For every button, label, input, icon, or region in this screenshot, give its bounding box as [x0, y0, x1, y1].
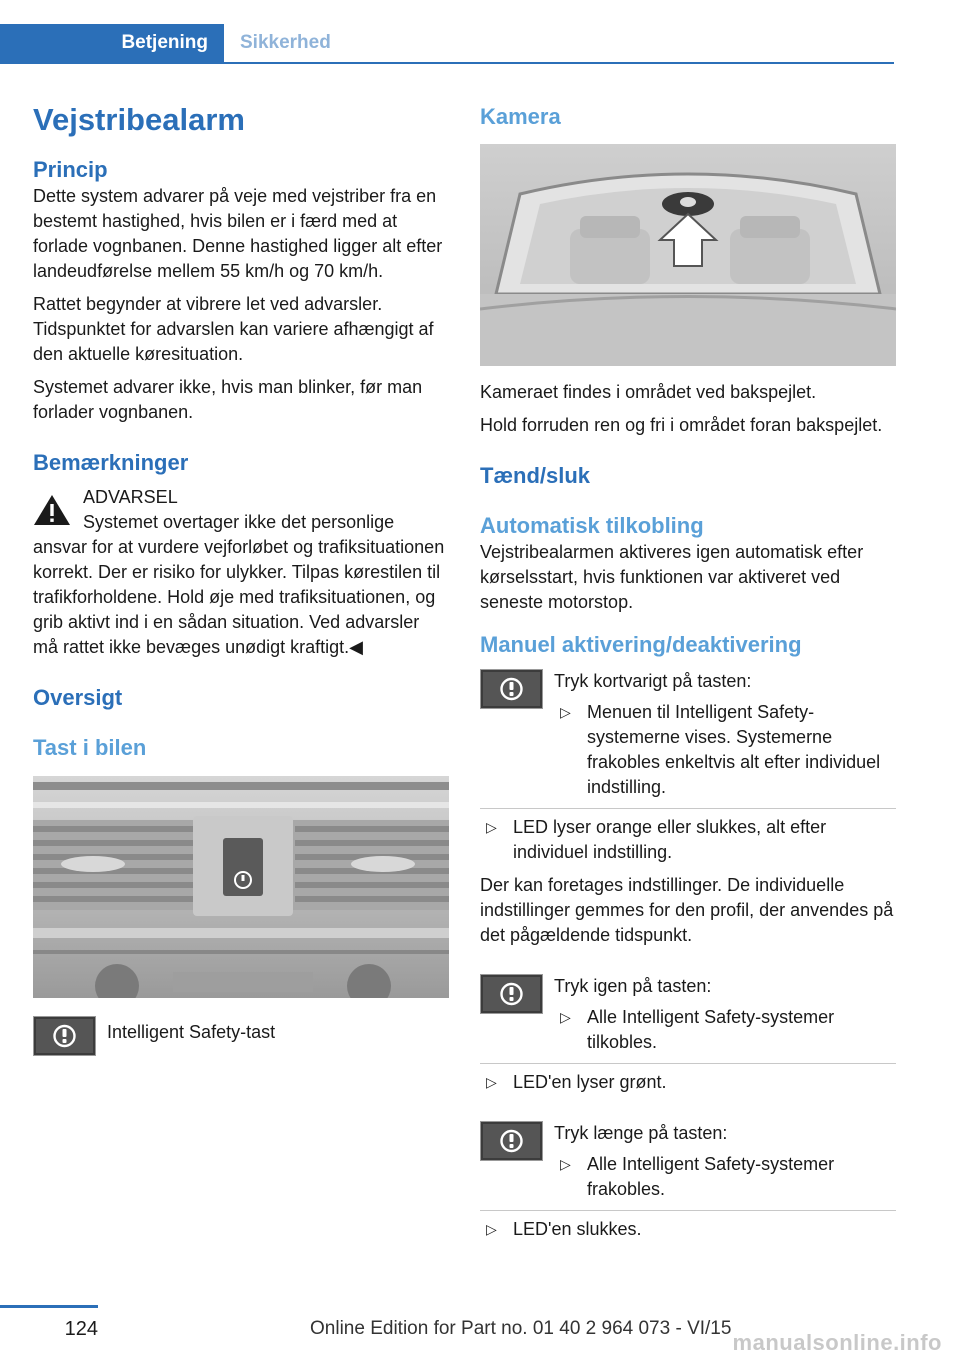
intelligent-safety-key-icon — [33, 1016, 96, 1056]
left-column — [33, 100, 449, 1056]
list-item — [554, 700, 896, 800]
press-long-row — [480, 1121, 896, 1202]
press-again-text: Tryk igen på tasten: — [554, 976, 712, 996]
list-item — [554, 1005, 896, 1055]
press-short-row — [480, 669, 896, 800]
triangle-bullet-icon: ▷ — [486, 1221, 497, 1237]
auto-paragraph: Vejstribealarmen aktiveres igen automatisk efter kørselsstart, hvis funktionen var aktiveret ved seneste motorstop. — [480, 542, 864, 612]
page-number: 124 — [64, 1318, 98, 1340]
list-item — [480, 1217, 896, 1242]
press-long-sub-text: Alle Intelligent Safety-systemer frakobles. — [587, 1154, 835, 1199]
principle-paragraph-1: Dette system advarer på veje med vejstriber fra en bestemt hastighed, hvis bilen er i færd med at forlade vognbanen. Denne hastighed ligger alt efter landeudførelse mellem 55 km/h og 70 km/h. — [33, 186, 443, 281]
settings-paragraph: Der kan foretages indstillinger. De individuelle indstillinger gemmes for den profil, der anvendes på det pågældende tidspunkt. — [480, 875, 894, 945]
camera-paragraph-2: Hold forruden ren og fri i området foran bakspejlet. — [480, 415, 883, 435]
right-column — [480, 100, 896, 1242]
heading-oversigt: Oversigt — [33, 685, 123, 710]
triangle-bullet-icon: ▷ — [486, 819, 497, 835]
list-item — [480, 815, 896, 865]
heading-taend-sluk: Tænd/sluk — [480, 463, 591, 488]
press-again-led-text: LED'en lyser grønt. — [513, 1072, 667, 1092]
triangle-bullet-icon: ▷ — [560, 1156, 571, 1172]
triangle-bullet-icon: ▷ — [486, 1074, 497, 1090]
heading-princip: Princip — [33, 157, 108, 182]
warning-line-1: Systemet overtager ikke det personlige — [83, 512, 395, 532]
press-again-sub-text: Alle Intelligent Safety-systemer tilkobles. — [587, 1007, 835, 1052]
heading-bemaerkninger: Bemærkninger — [33, 450, 189, 475]
header-tabbar — [0, 24, 894, 64]
camera-windshield-photo — [480, 144, 896, 366]
camera-paragraph-1: Kameraet findes i området ved bakspejlet. — [480, 382, 817, 402]
triangle-bullet-icon: ▷ — [560, 704, 571, 720]
intelligent-safety-key-icon — [480, 974, 543, 1014]
press-short-text: Tryk kortvarigt på tasten: — [554, 671, 752, 691]
key-legend-row — [33, 1016, 449, 1056]
list-item — [554, 1152, 896, 1202]
heading-manuel-aktivering: Manuel aktivering/deaktivering — [480, 632, 802, 657]
warning-block — [33, 485, 449, 660]
warning-triangle-icon — [33, 493, 71, 527]
press-long-text: Tryk længe på tasten: — [554, 1123, 728, 1143]
intelligent-safety-key-icon — [480, 669, 543, 709]
warning-label: ADVARSEL — [83, 487, 178, 507]
triangle-bullet-icon: ▷ — [560, 1009, 571, 1025]
key-label: Intelligent Safety-tast — [107, 1022, 276, 1042]
warning-text: ansvar for at vurdere vejforløbet og trafiksituationen korrekt. Der er risiko for ulykker. Tilpas kørestilen til trafikforholdene. Hold øje med trafiksituationen, og grib aktivt ind i en sådan situation. Ved advarsler må rattet ikke bevæges unødigt kraftigt.◀ — [33, 537, 445, 657]
page-title: Vejstribealarm — [33, 102, 245, 137]
tab-betjening[interactable]: Betjening — [0, 24, 224, 62]
edition-text: Online Edition for Part no. 01 40 2 964 073 - VI/15 — [310, 1318, 732, 1339]
press-short-sub-text: Menuen til Intelligent Safety-systemerne vises. Systemerne frakobles enkeltvis alt efter individuel indstilling. — [587, 702, 881, 797]
press-again-row — [480, 974, 896, 1055]
principle-paragraph-3: Systemet advarer ikke, hvis man blinker, før man forlader vognbanen. — [33, 377, 423, 422]
dashboard-button-photo — [33, 776, 449, 998]
intelligent-safety-key-icon — [480, 1121, 543, 1161]
heading-automatisk-tilkobling: Automatisk tilkobling — [480, 513, 704, 538]
heading-tast-i-bilen: Tast i bilen — [33, 735, 147, 760]
tab-sikkerhed[interactable]: Sikkerhed — [240, 32, 331, 53]
footer-rule — [0, 1305, 98, 1308]
heading-kamera: Kamera — [480, 104, 561, 129]
list-item — [480, 1070, 896, 1095]
press-short-led-text: LED lyser orange eller slukkes, alt efter individuel indstilling. — [513, 817, 827, 862]
principle-paragraph-2: Rattet begynder at vibrere let ved advarsler. Tidspunktet for advarslen kan variere afhængigt af den aktuelle køresituation. — [33, 294, 434, 364]
press-long-led-text: LED'en slukkes. — [513, 1219, 642, 1239]
watermark: manualsonline.info — [732, 1330, 942, 1355]
